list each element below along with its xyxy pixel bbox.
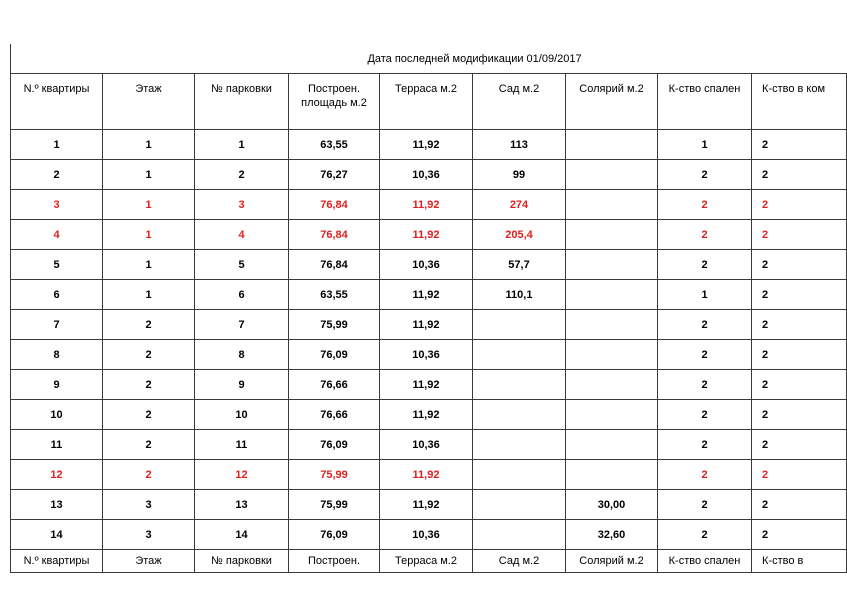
floor-cell[interactable]: 2 <box>103 460 195 490</box>
terrace-cell[interactable]: 11,92 <box>380 490 473 520</box>
parking-number-cell[interactable]: 9 <box>195 370 289 400</box>
built-area-cell[interactable]: 63,55 <box>289 130 380 160</box>
table-row <box>11 280 847 310</box>
bedrooms-cell[interactable]: 2 <box>658 340 752 370</box>
footer-header-row <box>11 550 847 573</box>
terrace-cell[interactable]: 10,36 <box>380 430 473 460</box>
bathrooms-cell[interactable]: 2 <box>752 220 847 250</box>
modification-date-title: Дата последней модификации 01/09/2017 <box>103 44 847 74</box>
floor-cell[interactable]: 1 <box>103 160 195 190</box>
header-terrace[interactable]: Терраса м.2 <box>380 74 473 130</box>
header-built-area[interactable]: Построен. площадь м.2 <box>289 74 380 130</box>
bedrooms-cell[interactable]: 2 <box>658 160 752 190</box>
parking-number-cell[interactable]: 2 <box>195 160 289 190</box>
solarium-cell[interactable]: 30,00 <box>566 490 658 520</box>
apartment-number-cell[interactable]: 14 <box>11 520 103 550</box>
floor-cell[interactable]: 1 <box>103 130 195 160</box>
bedrooms-cell[interactable]: 1 <box>658 130 752 160</box>
apartment-number-cell[interactable]: 1 <box>11 130 103 160</box>
garden-cell[interactable]: 205,4 <box>473 220 566 250</box>
table-row <box>11 130 847 160</box>
bathrooms-cell[interactable]: 2 <box>752 370 847 400</box>
table-row <box>11 190 847 220</box>
bathrooms-cell[interactable]: 2 <box>752 460 847 490</box>
bathrooms-cell[interactable]: 2 <box>752 160 847 190</box>
bedrooms-cell[interactable]: 2 <box>658 370 752 400</box>
terrace-cell[interactable]: 10,36 <box>380 520 473 550</box>
bedrooms-cell[interactable]: 1 <box>658 280 752 310</box>
table-row <box>11 490 847 520</box>
bathrooms-cell[interactable]: 2 <box>752 280 847 310</box>
header-apartment-number[interactable]: N.º квартиры <box>11 74 103 130</box>
apartment-number-cell[interactable]: 5 <box>11 250 103 280</box>
solarium-cell[interactable] <box>566 310 658 340</box>
table-row <box>11 340 847 370</box>
terrace-cell[interactable]: 10,36 <box>380 340 473 370</box>
apartment-number-cell[interactable]: 11 <box>11 430 103 460</box>
garden-cell[interactable] <box>473 340 566 370</box>
title-blank-cell <box>11 44 103 74</box>
header-bedrooms[interactable]: К-ство спален <box>658 74 752 130</box>
terrace-cell[interactable]: 10,36 <box>380 250 473 280</box>
garden-cell[interactable]: 110,1 <box>473 280 566 310</box>
bathrooms-cell[interactable]: 2 <box>752 130 847 160</box>
garden-cell[interactable] <box>473 490 566 520</box>
floor-cell[interactable]: 2 <box>103 430 195 460</box>
title-row <box>11 44 847 74</box>
bathrooms-cell[interactable]: 2 <box>752 190 847 220</box>
terrace-cell[interactable]: 11,92 <box>380 220 473 250</box>
parking-number-cell[interactable]: 12 <box>195 460 289 490</box>
built-area-cell[interactable]: 76,66 <box>289 400 380 430</box>
garden-cell[interactable] <box>473 370 566 400</box>
parking-number-cell[interactable]: 14 <box>195 520 289 550</box>
built-area-cell[interactable]: 76,09 <box>289 520 380 550</box>
built-area-cell[interactable]: 75,99 <box>289 460 380 490</box>
header-solarium[interactable]: Солярий м.2 <box>566 74 658 130</box>
terrace-cell[interactable]: 10,36 <box>380 160 473 190</box>
terrace-cell[interactable]: 11,92 <box>380 310 473 340</box>
header-floor[interactable]: Этаж <box>103 74 195 130</box>
terrace-cell[interactable]: 11,92 <box>380 130 473 160</box>
terrace-cell[interactable]: 11,92 <box>380 460 473 490</box>
garden-cell[interactable]: 113 <box>473 130 566 160</box>
built-area-cell[interactable]: 76,09 <box>289 430 380 460</box>
parking-number-cell[interactable]: 6 <box>195 280 289 310</box>
built-area-cell[interactable]: 75,99 <box>289 490 380 520</box>
built-area-cell[interactable]: 75,99 <box>289 310 380 340</box>
parking-number-cell[interactable]: 1 <box>195 130 289 160</box>
bedrooms-cell[interactable]: 2 <box>658 460 752 490</box>
header-garden[interactable]: Сад м.2 <box>473 74 566 130</box>
terrace-cell[interactable]: 11,92 <box>380 400 473 430</box>
footer-bathrooms[interactable]: К-ство в <box>752 550 847 573</box>
apartment-number-cell[interactable]: 9 <box>11 370 103 400</box>
floor-cell[interactable]: 2 <box>103 370 195 400</box>
floor-cell[interactable]: 2 <box>103 340 195 370</box>
garden-cell[interactable]: 99 <box>473 160 566 190</box>
floor-cell[interactable]: 1 <box>103 190 195 220</box>
bedrooms-cell[interactable]: 2 <box>658 250 752 280</box>
parking-number-cell[interactable]: 4 <box>195 220 289 250</box>
bathrooms-cell[interactable]: 2 <box>752 490 847 520</box>
apartment-number-cell[interactable]: 13 <box>11 490 103 520</box>
bedrooms-cell[interactable]: 2 <box>658 490 752 520</box>
apartment-number-cell[interactable]: 4 <box>11 220 103 250</box>
floor-cell[interactable]: 2 <box>103 400 195 430</box>
built-area-cell[interactable]: 76,84 <box>289 250 380 280</box>
footer-garden[interactable]: Сад м.2 <box>473 550 566 573</box>
table-row <box>11 430 847 460</box>
apartment-number-cell[interactable]: 8 <box>11 340 103 370</box>
table-row <box>11 310 847 340</box>
solarium-cell[interactable] <box>566 160 658 190</box>
solarium-cell[interactable] <box>566 340 658 370</box>
bathrooms-cell[interactable]: 2 <box>752 250 847 280</box>
garden-cell[interactable] <box>473 520 566 550</box>
built-area-cell[interactable]: 76,66 <box>289 370 380 400</box>
apartment-number-cell[interactable]: 10 <box>11 400 103 430</box>
apartment-number-cell[interactable]: 6 <box>11 280 103 310</box>
garden-cell[interactable] <box>473 460 566 490</box>
table-row <box>11 250 847 280</box>
parking-number-cell[interactable]: 5 <box>195 250 289 280</box>
bathrooms-cell[interactable]: 2 <box>752 430 847 460</box>
solarium-cell[interactable] <box>566 400 658 430</box>
solarium-cell[interactable] <box>566 130 658 160</box>
footer-apartment-number[interactable]: N.º квартиры <box>11 550 103 573</box>
footer-terrace[interactable]: Терраса м.2 <box>380 550 473 573</box>
floor-cell[interactable]: 3 <box>103 490 195 520</box>
footer-bedrooms[interactable]: К-ство спален <box>658 550 752 573</box>
footer-solarium[interactable]: Солярий м.2 <box>566 550 658 573</box>
header-bathrooms[interactable]: К-ство в ком <box>752 74 847 130</box>
apartment-table <box>10 44 847 573</box>
terrace-cell[interactable]: 11,92 <box>380 190 473 220</box>
table-row <box>11 370 847 400</box>
garden-cell[interactable] <box>473 430 566 460</box>
built-area-cell[interactable]: 76,27 <box>289 160 380 190</box>
apartment-number-cell[interactable]: 2 <box>11 160 103 190</box>
solarium-cell[interactable] <box>566 430 658 460</box>
floor-cell[interactable]: 3 <box>103 520 195 550</box>
bathrooms-cell[interactable]: 2 <box>752 310 847 340</box>
parking-number-cell[interactable]: 3 <box>195 190 289 220</box>
parking-number-cell[interactable]: 8 <box>195 340 289 370</box>
bathrooms-cell[interactable]: 2 <box>752 400 847 430</box>
parking-number-cell[interactable]: 11 <box>195 430 289 460</box>
parking-number-cell[interactable]: 7 <box>195 310 289 340</box>
bedrooms-cell[interactable]: 2 <box>658 430 752 460</box>
solarium-cell[interactable] <box>566 370 658 400</box>
header-parking-number[interactable]: № парковки <box>195 74 289 130</box>
apartment-number-cell[interactable]: 12 <box>11 460 103 490</box>
bathrooms-cell[interactable]: 2 <box>752 340 847 370</box>
bedrooms-cell[interactable]: 2 <box>658 400 752 430</box>
built-area-cell[interactable]: 76,09 <box>289 340 380 370</box>
floor-cell[interactable]: 1 <box>103 250 195 280</box>
solarium-cell[interactable] <box>566 460 658 490</box>
solarium-cell[interactable]: 32,60 <box>566 520 658 550</box>
floor-cell[interactable]: 2 <box>103 310 195 340</box>
garden-cell[interactable] <box>473 400 566 430</box>
floor-cell[interactable]: 1 <box>103 280 195 310</box>
apartment-number-cell[interactable]: 3 <box>11 190 103 220</box>
terrace-cell[interactable]: 11,92 <box>380 280 473 310</box>
garden-cell[interactable]: 274 <box>473 190 566 220</box>
apartment-number-cell[interactable]: 7 <box>11 310 103 340</box>
floor-cell[interactable]: 1 <box>103 220 195 250</box>
solarium-cell[interactable] <box>566 280 658 310</box>
bedrooms-cell[interactable]: 2 <box>658 190 752 220</box>
table-row <box>11 400 847 430</box>
table-row <box>11 160 847 190</box>
table-row <box>11 520 847 550</box>
bedrooms-cell[interactable]: 2 <box>658 220 752 250</box>
solarium-cell[interactable] <box>566 220 658 250</box>
table-row <box>11 220 847 250</box>
parking-number-cell[interactable]: 10 <box>195 400 289 430</box>
built-area-cell[interactable]: 76,84 <box>289 220 380 250</box>
parking-number-cell[interactable]: 13 <box>195 490 289 520</box>
built-area-cell[interactable]: 76,84 <box>289 190 380 220</box>
footer-parking-number[interactable]: № парковки <box>195 550 289 573</box>
footer-floor[interactable]: Этаж <box>103 550 195 573</box>
bathrooms-cell[interactable]: 2 <box>752 520 847 550</box>
garden-cell[interactable]: 57,7 <box>473 250 566 280</box>
built-area-cell[interactable]: 63,55 <box>289 280 380 310</box>
bedrooms-cell[interactable]: 2 <box>658 310 752 340</box>
header-row <box>11 74 847 130</box>
terrace-cell[interactable]: 11,92 <box>380 370 473 400</box>
bedrooms-cell[interactable]: 2 <box>658 520 752 550</box>
table-row <box>11 460 847 490</box>
garden-cell[interactable] <box>473 310 566 340</box>
footer-built-area[interactable]: Построен. <box>289 550 380 573</box>
solarium-cell[interactable] <box>566 250 658 280</box>
solarium-cell[interactable] <box>566 190 658 220</box>
